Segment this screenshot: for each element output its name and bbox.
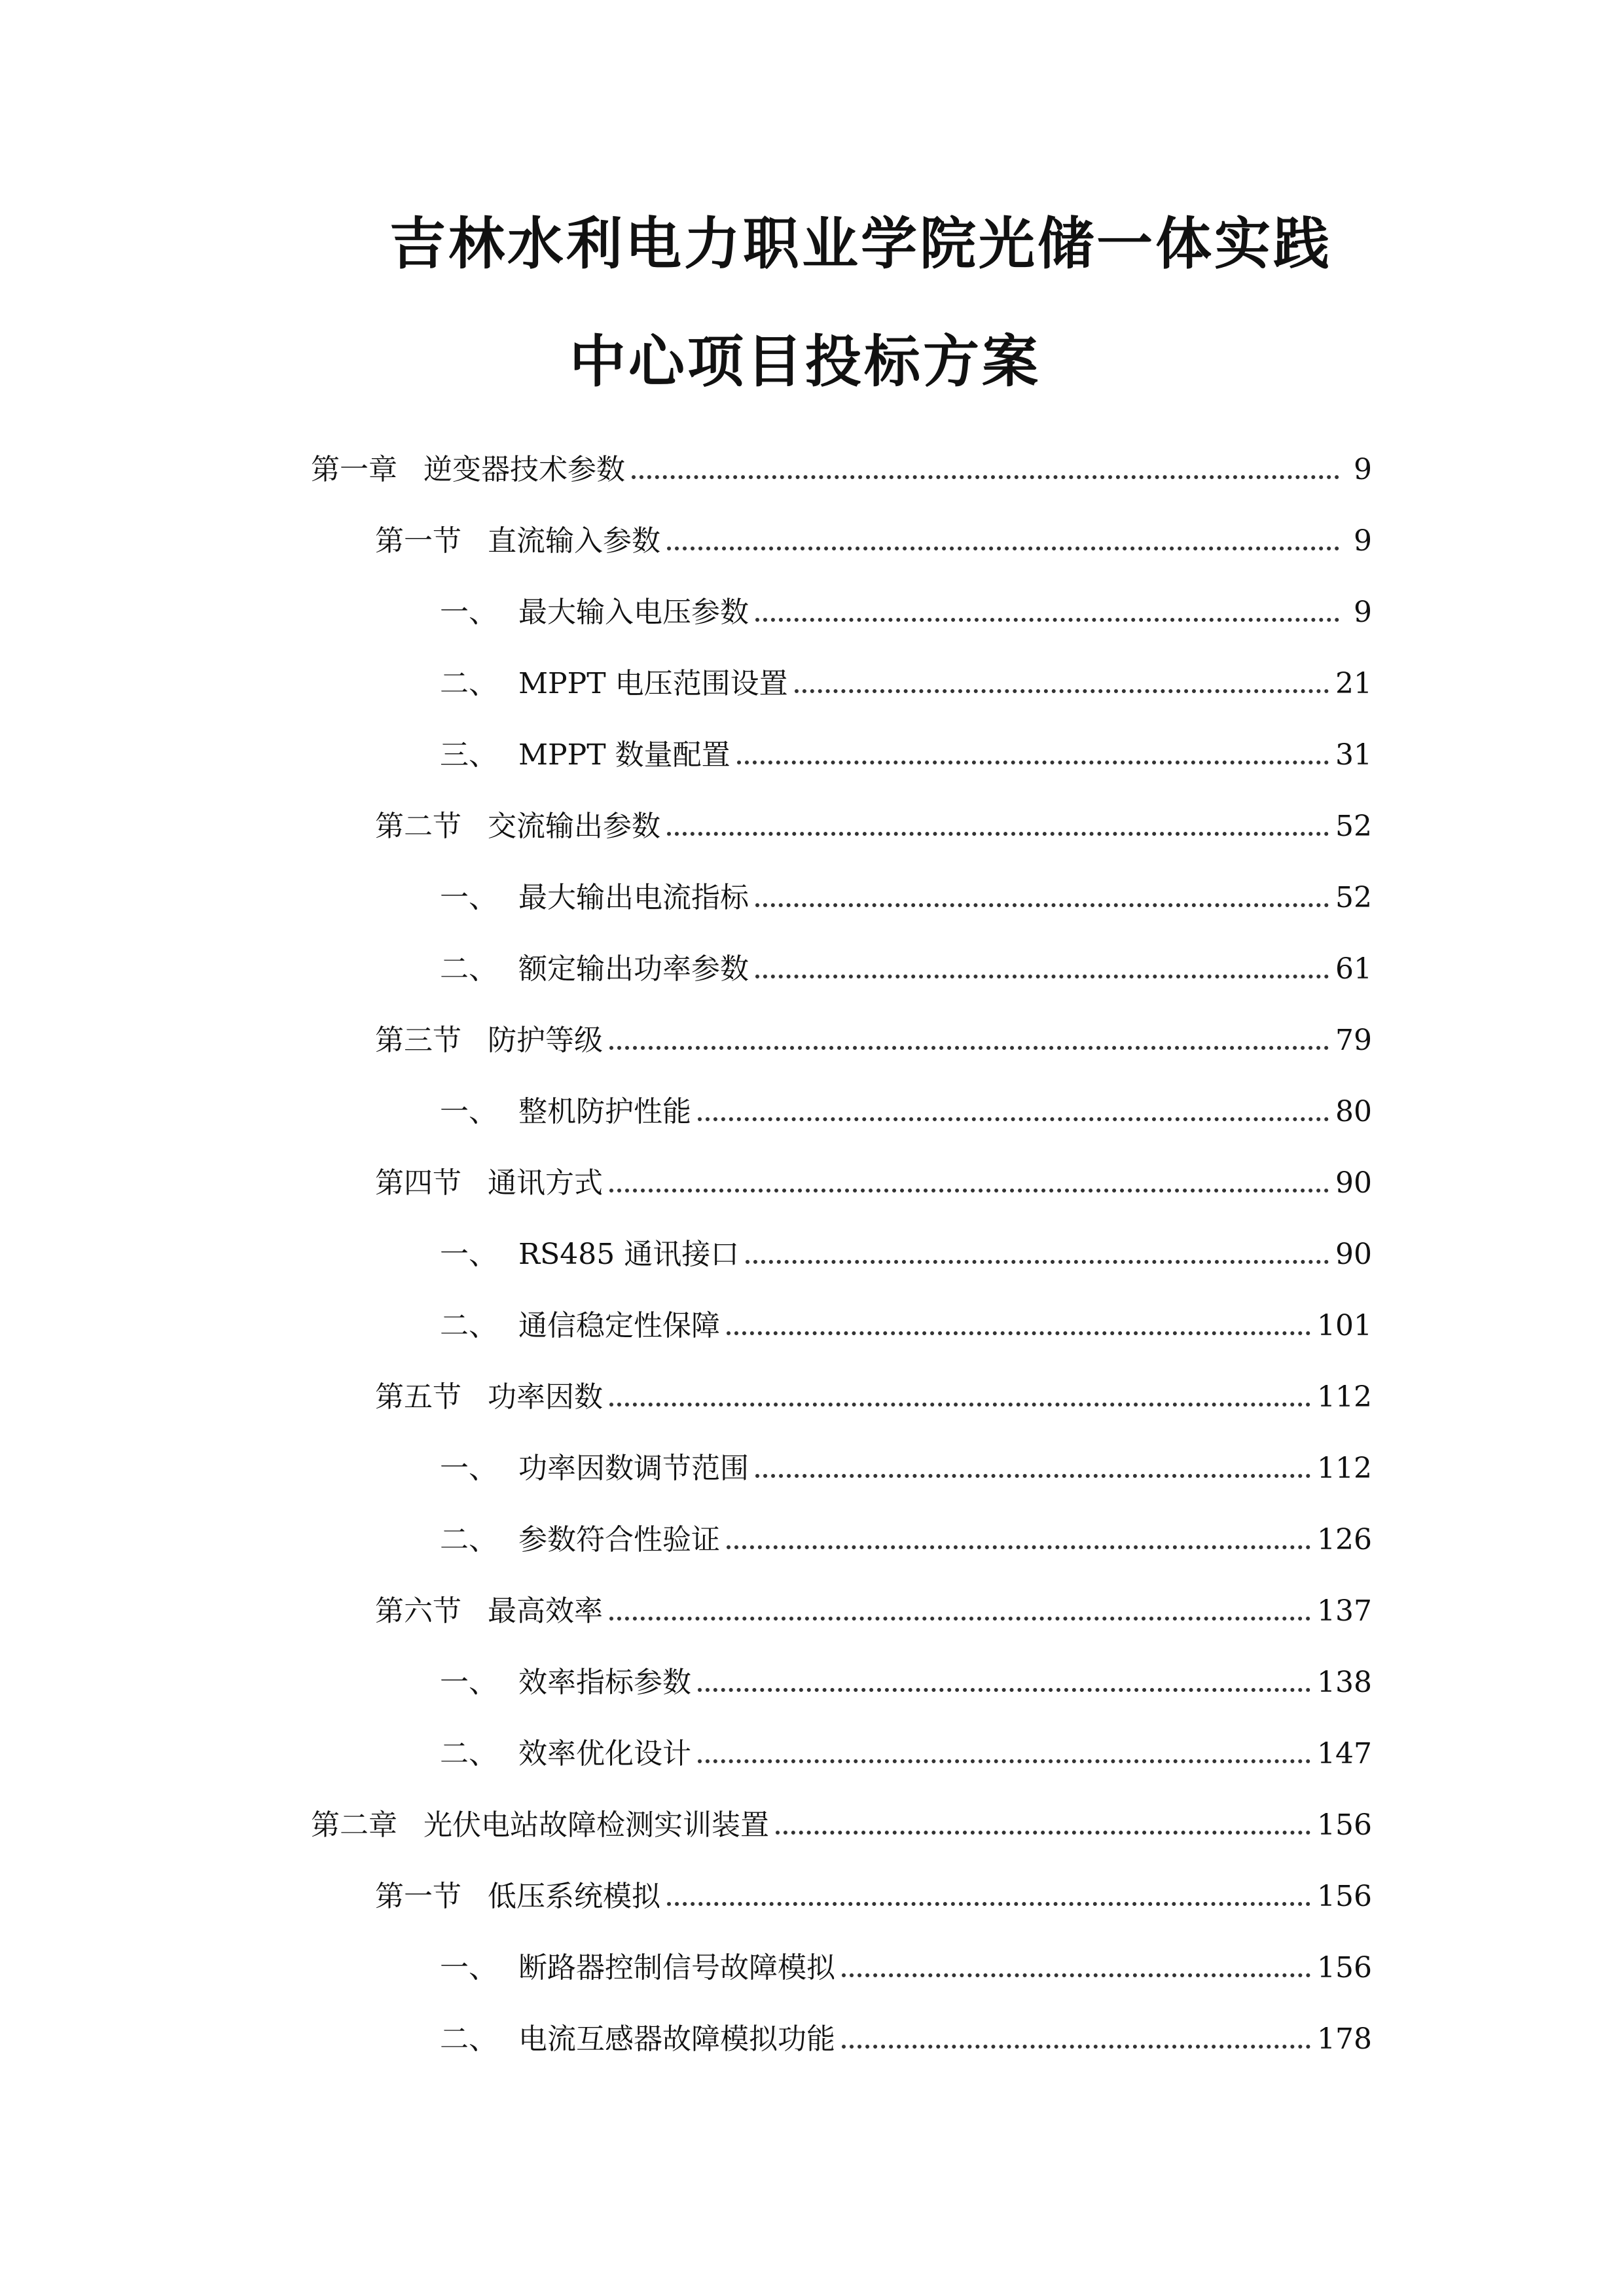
toc-entry-title: 最高效率 bbox=[488, 1594, 603, 1628]
toc-entry-page-number: 112 bbox=[1317, 1380, 1372, 1414]
toc-entry-number: 二、 bbox=[440, 1309, 497, 1342]
toc-entry-title: MPPT 电压范围设置 bbox=[518, 667, 788, 700]
toc-entry-number: 一、 bbox=[440, 1095, 497, 1128]
toc-entry-page-number: 61 bbox=[1335, 952, 1372, 986]
toc-entry-number: 第一章 bbox=[311, 453, 397, 486]
toc-entry-title: 光伏电站故障检测实训装置 bbox=[424, 1808, 769, 1842]
toc-entry[interactable] bbox=[440, 1729, 1372, 1768]
toc-entry-title: 电流互感器故障模拟功能 bbox=[518, 2022, 835, 2056]
toc-entry[interactable] bbox=[440, 730, 1372, 770]
toc-dot-leader bbox=[667, 1902, 1310, 1906]
toc-entry-page-number: 52 bbox=[1335, 810, 1372, 843]
document-title-line-2: 中心项目投标方案 bbox=[569, 329, 1041, 395]
toc-entry-page-number: 9 bbox=[1354, 596, 1372, 629]
toc-entry-page-number: 156 bbox=[1317, 1880, 1372, 1913]
toc-entry-title: 直流输入参数 bbox=[488, 524, 660, 558]
toc-entry[interactable] bbox=[440, 873, 1372, 912]
toc-entry-title: 防护等级 bbox=[488, 1024, 603, 1057]
toc-entry-number: 第三节 bbox=[375, 1024, 461, 1057]
toc-dot-leader bbox=[727, 1331, 1310, 1335]
toc-entry-title: 最大输入电压参数 bbox=[518, 596, 749, 629]
toc-entry-page-number: 90 bbox=[1335, 1238, 1372, 1271]
toc-entry-number: 一、 bbox=[440, 1452, 497, 1485]
toc-entry[interactable] bbox=[375, 1016, 1372, 1055]
toc-entry-page-number: 101 bbox=[1317, 1309, 1372, 1342]
toc-entry-page-number: 126 bbox=[1317, 1523, 1372, 1556]
toc-entry[interactable] bbox=[375, 802, 1372, 841]
toc-entry-number: 一、 bbox=[440, 881, 497, 914]
toc-entry-title: MPPT 数量配置 bbox=[518, 738, 731, 772]
toc-entry[interactable] bbox=[375, 1158, 1372, 1198]
toc-entry[interactable] bbox=[440, 1444, 1372, 1483]
toc-dot-leader bbox=[667, 832, 1329, 836]
toc-entry-number: 一、 bbox=[440, 1951, 497, 1984]
toc-entry-title: 通讯方式 bbox=[488, 1166, 603, 1200]
toc-entry[interactable] bbox=[440, 1230, 1372, 1269]
toc-entry[interactable] bbox=[311, 445, 1372, 484]
toc-entry[interactable] bbox=[375, 1587, 1372, 1626]
toc-entry-number: 第一节 bbox=[375, 524, 461, 558]
toc-entry-title: 断路器控制信号故障模拟 bbox=[518, 1951, 835, 1984]
toc-entry[interactable] bbox=[440, 1943, 1372, 1982]
toc-entry-number: 二、 bbox=[440, 667, 497, 700]
toc-entry-page-number: 21 bbox=[1335, 667, 1372, 700]
toc-dot-leader bbox=[727, 1545, 1310, 1549]
toc-dot-leader bbox=[632, 475, 1339, 479]
toc-dot-leader bbox=[755, 975, 1329, 978]
toc-dot-leader bbox=[609, 1617, 1310, 1621]
toc-entry[interactable] bbox=[440, 2015, 1372, 2054]
toc-entry[interactable] bbox=[440, 588, 1372, 627]
toc-entry-page-number: 90 bbox=[1335, 1166, 1372, 1200]
toc-dot-leader bbox=[755, 903, 1329, 907]
toc-entry[interactable] bbox=[440, 659, 1372, 698]
toc-dot-leader bbox=[755, 618, 1339, 622]
toc-dot-leader bbox=[737, 761, 1329, 764]
toc-entry-title: 额定输出功率参数 bbox=[518, 952, 749, 986]
toc-entry-number: 一、 bbox=[440, 1666, 497, 1699]
toc-entry-title: 参数符合性验证 bbox=[518, 1523, 720, 1556]
toc-entry-page-number: 9 bbox=[1354, 524, 1372, 558]
toc-dot-leader bbox=[795, 689, 1329, 693]
toc-entry-number: 二、 bbox=[440, 1737, 497, 1770]
toc-dot-leader bbox=[755, 1474, 1310, 1478]
toc-entry[interactable] bbox=[375, 1872, 1372, 1911]
toc-entry-page-number: 9 bbox=[1354, 453, 1372, 486]
toc-dot-leader bbox=[609, 1403, 1310, 1407]
toc-entry-page-number: 156 bbox=[1317, 1808, 1372, 1842]
toc-entry-title: 逆变器技术参数 bbox=[424, 453, 625, 486]
toc-entry-number: 第六节 bbox=[375, 1594, 461, 1628]
toc-entry-number: 一、 bbox=[440, 1238, 497, 1271]
toc-entry[interactable] bbox=[440, 944, 1372, 984]
toc-entry-number: 三、 bbox=[440, 738, 497, 772]
toc-dot-leader bbox=[698, 1117, 1329, 1121]
document-title-line-1: 吉林水利电力职业学院光储一体实践 bbox=[389, 211, 1332, 277]
toc-entry-page-number: 137 bbox=[1317, 1594, 1372, 1628]
toc-entry-page-number: 52 bbox=[1335, 881, 1372, 914]
toc-dot-leader bbox=[609, 1046, 1329, 1050]
toc-entry-page-number: 178 bbox=[1317, 2022, 1372, 2056]
toc-entry[interactable] bbox=[375, 1372, 1372, 1412]
toc-entry[interactable] bbox=[440, 1087, 1372, 1126]
toc-entry-title: 效率指标参数 bbox=[518, 1666, 691, 1699]
toc-entry-number: 第四节 bbox=[375, 1166, 461, 1200]
toc-entry-page-number: 80 bbox=[1335, 1095, 1372, 1128]
toc-dot-leader bbox=[667, 547, 1339, 550]
toc-dot-leader bbox=[698, 1688, 1310, 1692]
toc-entry-page-number: 138 bbox=[1317, 1666, 1372, 1699]
toc-entry-title: 功率因数 bbox=[488, 1380, 603, 1414]
toc-dot-leader bbox=[842, 2045, 1310, 2049]
toc-entry-title: 整机防护性能 bbox=[518, 1095, 691, 1128]
toc-entry[interactable] bbox=[440, 1515, 1372, 1554]
toc-entry[interactable] bbox=[440, 1658, 1372, 1697]
toc-entry-title: 效率优化设计 bbox=[518, 1737, 691, 1770]
toc-entry-number: 二、 bbox=[440, 2022, 497, 2056]
toc-entry-number: 第二节 bbox=[375, 810, 461, 843]
toc-entry[interactable] bbox=[375, 516, 1372, 556]
toc-dot-leader bbox=[776, 1831, 1310, 1835]
toc-entry-number: 一、 bbox=[440, 596, 497, 629]
toc-dot-leader bbox=[842, 1973, 1310, 1977]
toc-entry-title: 交流输出参数 bbox=[488, 810, 660, 843]
toc-entry-page-number: 112 bbox=[1317, 1452, 1372, 1485]
toc-entry-number: 第一节 bbox=[375, 1880, 461, 1913]
toc-dot-leader bbox=[698, 1759, 1310, 1763]
toc-entry-title: 通信稳定性保障 bbox=[518, 1309, 720, 1342]
toc-dot-leader bbox=[746, 1260, 1329, 1264]
toc-entry-title: 最大输出电流指标 bbox=[518, 881, 749, 914]
toc-entry-number: 二、 bbox=[440, 1523, 497, 1556]
toc-entry-title: RS485 通讯接口 bbox=[518, 1238, 740, 1271]
toc-entry-page-number: 31 bbox=[1335, 738, 1372, 772]
toc-entry[interactable] bbox=[440, 1301, 1372, 1340]
toc-entry-title: 功率因数调节范围 bbox=[518, 1452, 749, 1485]
toc-entry-page-number: 79 bbox=[1335, 1024, 1372, 1057]
toc-entry-page-number: 147 bbox=[1317, 1737, 1372, 1770]
toc-entry[interactable] bbox=[311, 1801, 1372, 1840]
toc-entry-number: 二、 bbox=[440, 952, 497, 986]
toc-dot-leader bbox=[609, 1189, 1329, 1193]
toc-entry-number: 第五节 bbox=[375, 1380, 461, 1414]
toc-entry-number: 第二章 bbox=[311, 1808, 397, 1842]
toc-entry-title: 低压系统模拟 bbox=[488, 1880, 660, 1913]
toc-entry-page-number: 156 bbox=[1317, 1951, 1372, 1984]
